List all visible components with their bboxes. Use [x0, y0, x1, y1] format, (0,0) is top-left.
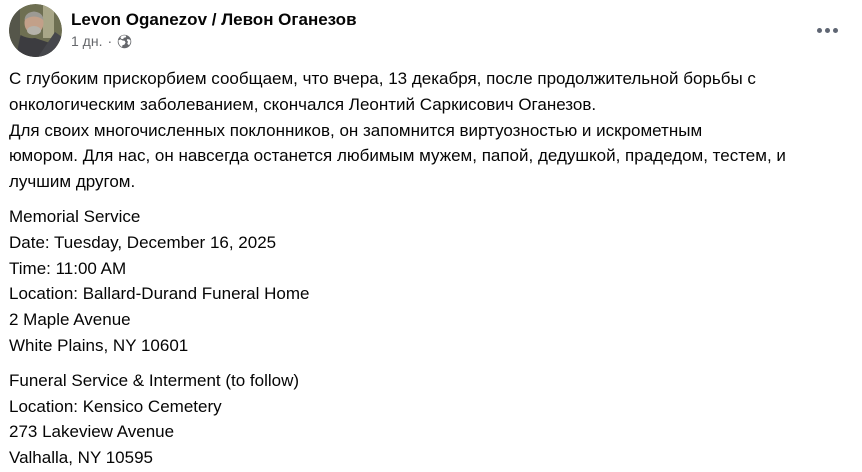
post-text-line: Для своих многочисленных поклонников, он запомнится виртуозностью и искрометным — [9, 120, 703, 140]
post-header-info — [71, 4, 357, 49]
post-text-line: онкологическим заболеванием, скончался Леонтий Саркисович Оганезов. — [9, 94, 597, 114]
post-meta — [71, 33, 357, 49]
timestamp[interactable]: 1 дн. — [71, 33, 103, 49]
more-options-icon — [817, 28, 838, 33]
post-text-line: Location: Kensico Cemetery — [9, 396, 222, 416]
post-text-line: С глубоким прискорбием сообщаем, что вчера, 13 декабря, после продолжительной борьбы с — [9, 69, 756, 88]
meta-separator: · — [107, 33, 113, 49]
post-text-line: юмором. Для нас, он навсегда останется любимым мужем, папой, дедушкой, прадедом, тестем, и — [9, 146, 786, 166]
post-text-line: лучшим другом. — [9, 172, 136, 192]
post-text-line: Location: Ballard-Durand Funeral Home — [9, 284, 310, 304]
more-options-button[interactable] — [813, 22, 842, 39]
avatar-photo — [9, 4, 62, 57]
globe-icon — [117, 34, 132, 49]
post-text-line: Valhalla, NY 10595 — [9, 448, 153, 468]
post-paragraph-memorial — [9, 204, 853, 359]
post-text-line: 273 Lakeview Avenue — [9, 422, 175, 442]
post-text-line: White Plains, NY 10601 — [9, 335, 189, 355]
post-text-line: Memorial Service — [9, 206, 141, 226]
post-text-line: 2 Maple Avenue — [9, 310, 131, 330]
post-content — [9, 66, 853, 471]
post-text-line: Time: 11:00 AM — [9, 258, 127, 278]
author-name[interactable]: Levon Oganezov / Левон Оганезов — [71, 10, 357, 29]
post-header — [9, 4, 853, 58]
post-paragraph-funeral — [9, 368, 853, 471]
post-text-line: Funeral Service & Interment (to follow) — [9, 370, 300, 390]
avatar[interactable] — [9, 4, 62, 57]
post-paragraph — [9, 66, 853, 195]
post-text-line: Date: Tuesday, December 16, 2025 — [9, 232, 277, 252]
